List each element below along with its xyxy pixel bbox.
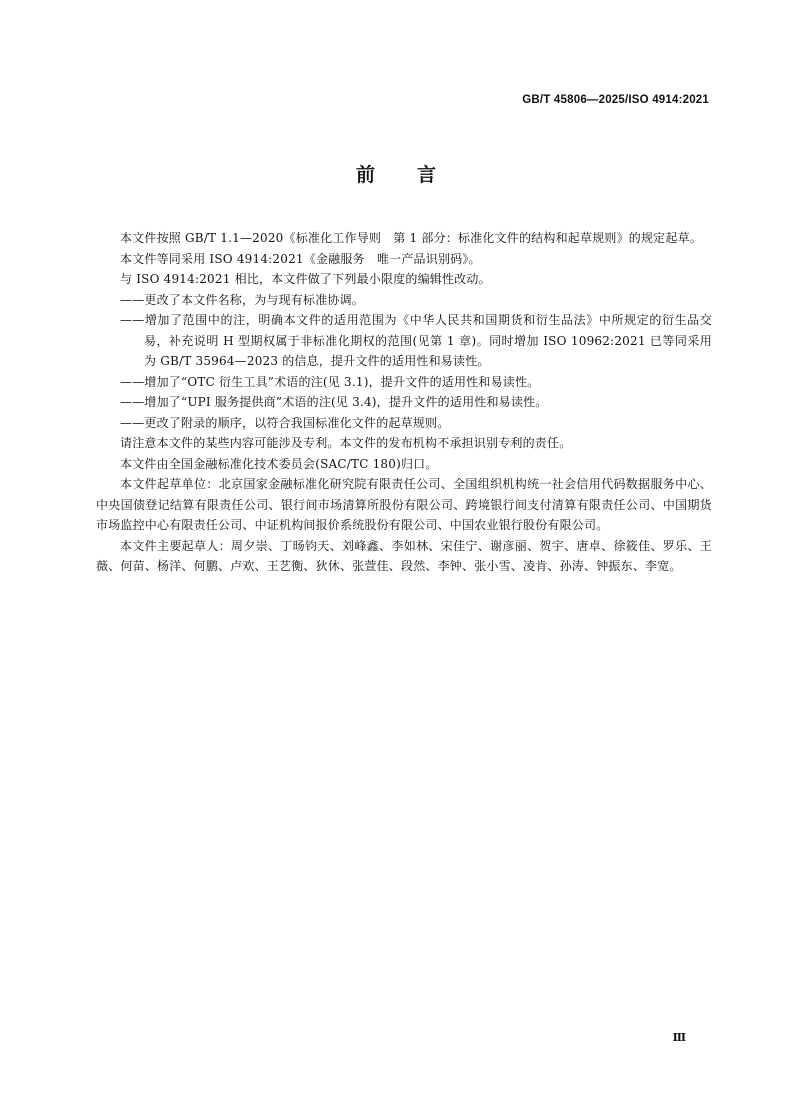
change-item: ——增加了“UPI 服务提供商”术语的注(见 3.4)，提升文件的适用性和易读性。 [120,395,548,409]
change-item: ——更改了附录的顺序，以符合我国标准化文件的起草规则。 [120,415,450,430]
paragraph-patent-notice: 请注意本文件的某些内容可能涉及专利。本文件的发布机构不承担识别专利的责任。 [120,436,572,450]
paragraph-adoption: 本文件等同采用 ISO 4914:2021《金融服务 唯一产品识别码》。 [120,251,481,266]
paragraph-changes-intro: 与 ISO 4914:2021 相比，本文件做了下列最小限度的编辑性改动。 [120,272,491,286]
change-item: ——增加了“OTC 衍生工具”术语的注(见 3.1)，提升文件的适用性和易读性。 [120,374,540,389]
paragraph-drafters: 本文件主要起草人：周夕崇、丁旸钧天、刘峰鑫、李如林、宋佳宁、谢彦丽、贺宇、唐卓、徐筱佳、罗乐、王薇、何苗、杨洋、何鹏、卢欢、王艺衡、狄休、张萱佳、段然、李钟、张小雪、凌肯、孙涛、钟振东、李宽。 [96,538,712,573]
change-item: ——更改了本文件名称，为与现有标准协调。 [120,292,365,307]
page-number: Ⅲ [672,1031,686,1044]
paragraph-drafting-basis: 本文件按照 GB/T 1.1—2020《标准化工作导则 第 1 部分：标准化文件的结构和起草规则》的规定起草。 [120,231,702,245]
paragraph-drafting-units: 本文件起草单位：北京国家金融标准化研究院有限责任公司、全国组织机构统一社会信用代码数据服务中心、中央国债登记结算有限责任公司、银行间市场清算所股份有限公司、跨境银行间支付清算有限责任公司、中国期货市场监控中心有限责任公司、中证机构间报价系统股份有限公司、中国农业银行股份有限公司。 [96,477,712,532]
change-item: ——增加了范围中的注，明确本文件的适用范围为《中华人民共和国期货和衍生品法》中所规定的衍生品交易，补充说明 H 型期权属于非标准化期权的范围(见第 1 章)。同时增加 ISO 10962:2021 已等同采用为 GB/T 35964—2023 的信息，提升文件的适用性和易读性。 [120,313,712,368]
paragraph-technical-committee: 本文件由全国金融标准化技术委员会(SAC/TC 180)归口。 [120,456,438,471]
document-body [96,228,712,577]
standard-code-header: GB/T 45806—2025/ISO 4914:2021 [522,94,709,106]
page-title: 前言 [355,164,478,186]
